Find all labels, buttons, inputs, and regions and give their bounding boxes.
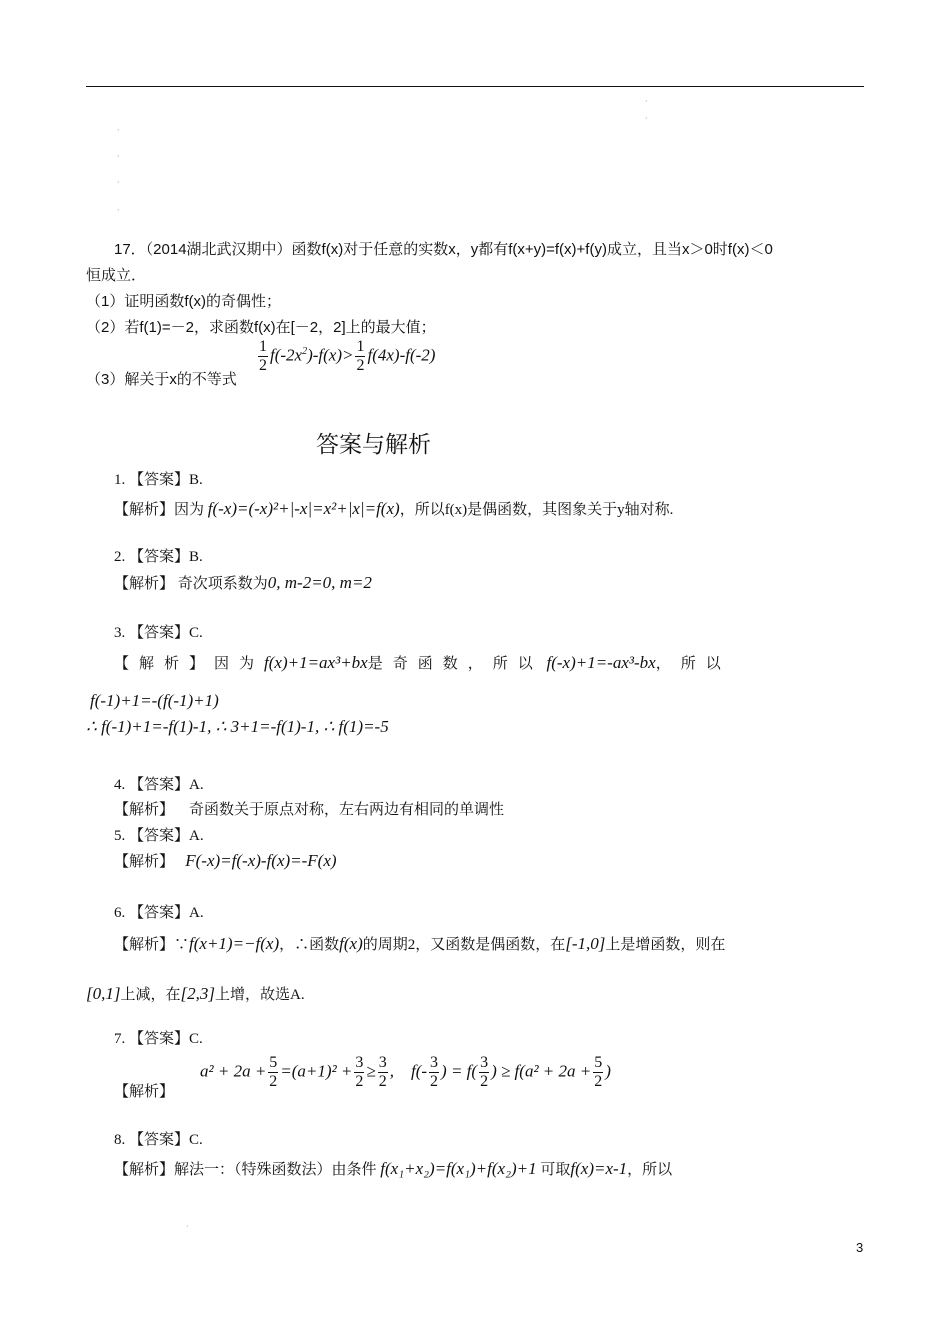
answer-7-heading: 7. 【答案】C. [114, 1031, 203, 1047]
paragraph-mark: · [645, 97, 648, 106]
paragraph-mark: · [117, 178, 120, 187]
answer-2-heading: 2. 【答案】B. [114, 549, 203, 565]
problem-17-part3: （3）解关于x的不等式 [86, 371, 237, 388]
answer-8-analysis: 【解析】解法一：（特殊函数法）由条件 f(x₁+x₂)=f(x₁)+f(x₂)+1 可取f(x)=x-1，所以 [114, 1159, 673, 1178]
problem-17-inequality: $\frac{1}{2}$ $f(-2x^2)-f(x)>$ $\frac{1}{2}$ f(4x)-f(-2) [259, 338, 436, 374]
answer-3-heading: 3. 【答案】C. [114, 625, 203, 641]
problem-17-intro-cont: 恒成立． [86, 267, 147, 284]
paragraph-mark: · [117, 152, 120, 161]
answer-3-analysis: 【解析】因为f(x)+1=ax³+bx是奇函数，所以 f(-x)+1=-ax³-bx，所以 [114, 653, 731, 672]
answer-4-heading: 4. 【答案】A. [114, 777, 204, 793]
answer-7-analysis-label: 【解析】 [114, 1084, 175, 1100]
paragraph-mark: · [117, 126, 120, 135]
answer-4-analysis: 【解析】 奇函数关于原点对称，左右两边有相同的单调性 [114, 802, 505, 818]
answer-5-heading: 5. 【答案】A. [114, 828, 204, 844]
problem-17-part1: （1）证明函数f(x)的奇偶性； [86, 293, 282, 310]
answer-1-analysis: 【解析】因为 f(-x)=(-x)²+|-x|=x²+|x|=f(x)，所以f(x)是偶函数，其图象关于y轴对称. [114, 499, 674, 518]
answer-3-line3: ∴ f(-1)+1=-f(1)-1, ∴ 3+1=-f(1)-1, ∴ f(1)=-5 [86, 717, 389, 736]
header-rule [86, 86, 864, 87]
answer-6-analysis: 【解析】∵f(x+1)=−f(x)，∴函数f(x)的周期2，又函数是偶函数，在[-1,0]上是增函数，则在 [114, 934, 726, 953]
answer-5-analysis: 【解析】 F(-x)=f(-x)-f(x)=-F(x) [114, 851, 337, 870]
answer-2-analysis: 【解析】 奇次项系数为0, m-2=0, m=2 [114, 573, 372, 592]
paragraph-mark: · [117, 206, 120, 215]
answer-6-heading: 6. 【答案】A. [114, 905, 204, 921]
section-title: 答案与解析 [316, 431, 431, 457]
problem-17-part2: （2）若f(1)=－2，求函数f(x)在[－2，2]上的最大值； [86, 319, 436, 336]
paragraph-mark: · [186, 1222, 189, 1231]
paragraph-mark: · [645, 114, 648, 123]
answer-3-line2: f(-1)+1=-(f(-1)+1) [90, 691, 219, 710]
page-number: 3 [856, 1240, 864, 1255]
answer-6-analysis-cont: [0,1]上减，在[2,3]上增，故选A. [86, 984, 305, 1003]
problem-17-intro: 17．（2014湖北武汉期中）函数f(x)对于任意的实数x，y都有f(x+y)=f(x)+f(y)成立，且当x＞0时f(x)＜0 [114, 241, 773, 258]
answer-7-math: a² + 2a + $\frac{5}{2}$ =(a+1)² + $\frac{3}{2}$ ≥ $\frac{3}{2}$ , f(- $\frac{3}{2}$ ) = f( $\frac{3}{2}$ ) ≥ f(a² + 2a + $\frac{5}{2}$ ) [200, 1054, 611, 1090]
answer-8-heading: 8. 【答案】C. [114, 1132, 203, 1148]
answer-1-heading: 1. 【答案】B. [114, 472, 203, 488]
